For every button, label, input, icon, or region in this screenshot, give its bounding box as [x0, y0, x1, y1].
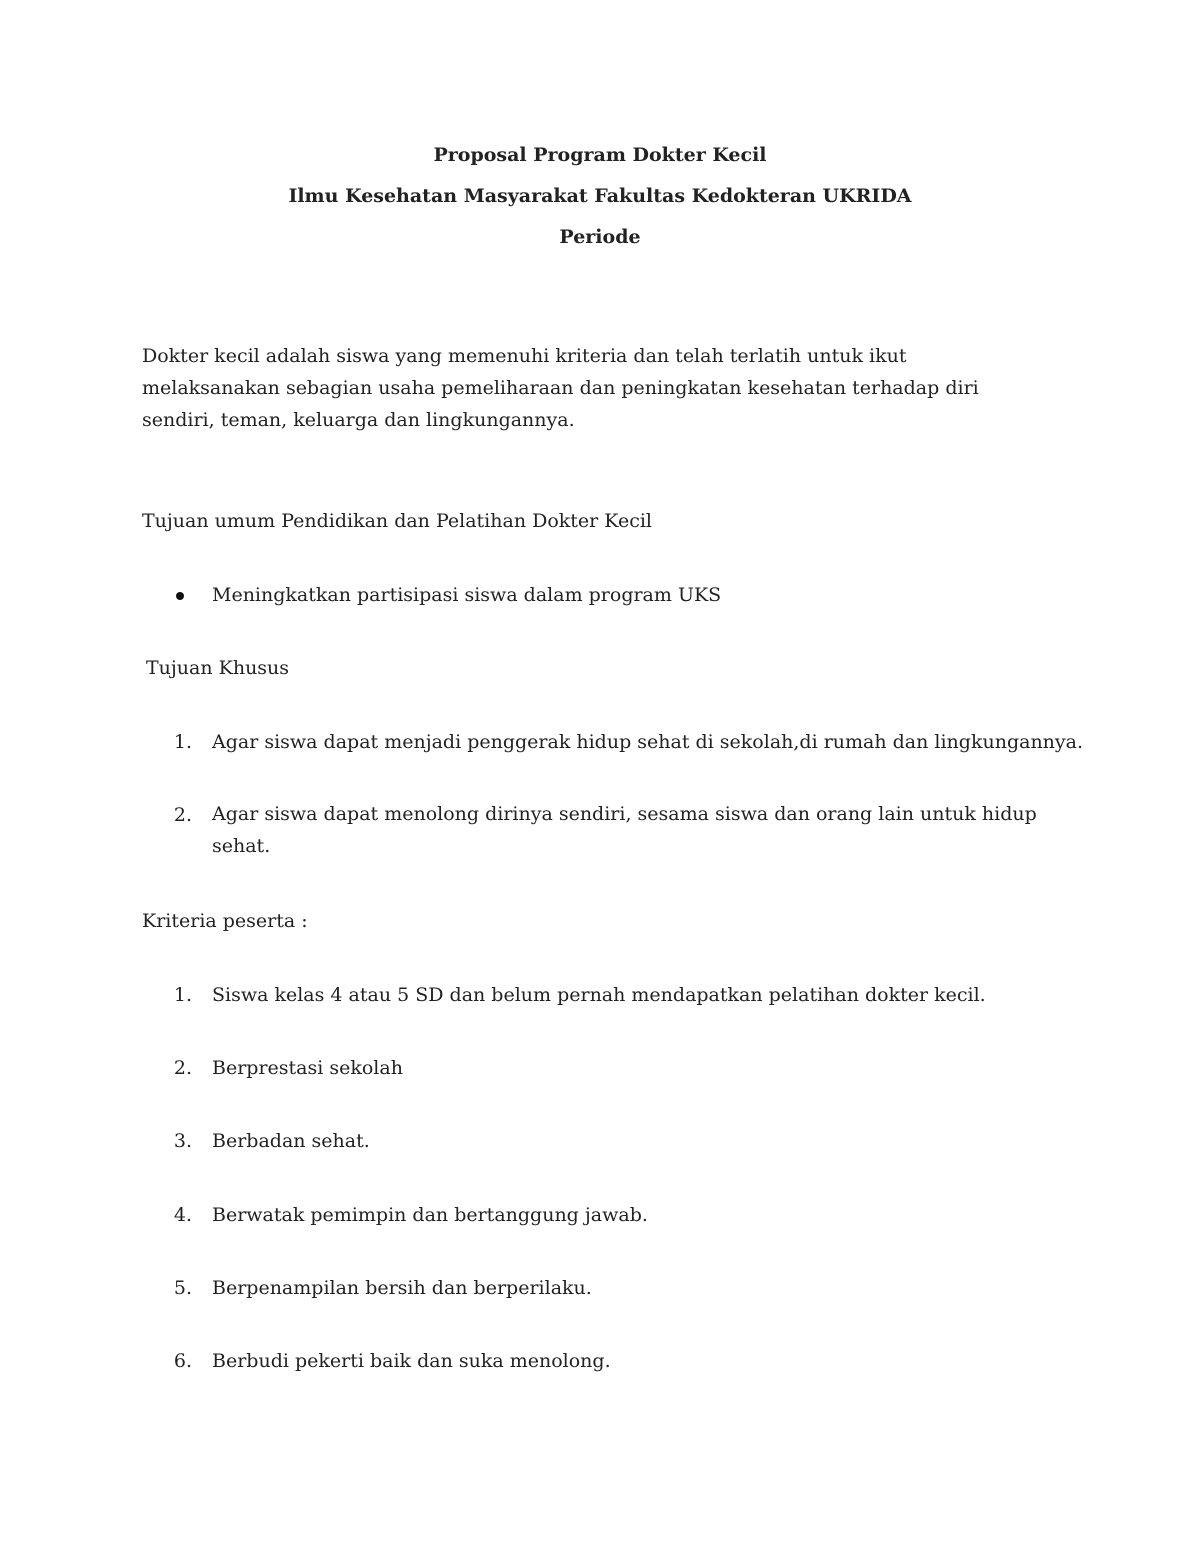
criteria-item: Berwatak pemimpin dan bertanggung jawab.: [212, 1204, 648, 1226]
criteria-heading: Kriteria peserta :: [142, 910, 308, 932]
specific-goal-item: Agar siswa dapat menolong dirinya sendiri, sesama siswa dan orang lain untuk hidup sehat.: [212, 803, 1037, 857]
criteria-number: 5.: [173, 1277, 192, 1299]
criteria-number: 1.: [173, 984, 192, 1006]
criteria-number: 3.: [173, 1130, 192, 1152]
specific-goal-item: Agar siswa dapat menjadi penggerak hidup sehat di sekolah,di rumah dan lingkungannya.: [212, 731, 1084, 753]
criteria-number: 6.: [173, 1350, 192, 1372]
criteria-number: 4.: [173, 1204, 192, 1226]
specific-goal-number: 2.: [173, 804, 192, 826]
document-period: Periode: [559, 226, 641, 248]
document-subtitle: Ilmu Kesehatan Masyarakat Fakultas Kedokteran UKRIDA: [288, 185, 912, 207]
criteria-number: 2.: [173, 1057, 192, 1079]
bullet-icon: [176, 592, 184, 600]
criteria-item: Berpenampilan bersih dan berperilaku.: [212, 1277, 592, 1299]
intro-paragraph: Dokter kecil adalah siswa yang memenuhi kriteria dan telah terlatih untuk ikut melaksanakan sebagian usaha pemeliharaan dan peningkatan kesehatan terhadap diri sendiri, teman, keluarga dan lingkungannya.: [142, 345, 979, 431]
specific-goal-number: 1.: [173, 731, 192, 753]
criteria-item: Berbadan sehat.: [212, 1130, 370, 1152]
specific-goal-heading: Tujuan Khusus: [146, 657, 290, 679]
general-goal-heading: Tujuan umum Pendidikan dan Pelatihan Dokter Kecil: [142, 510, 653, 532]
general-goal-item: Meningkatkan partisipasi siswa dalam program UKS: [212, 584, 722, 606]
document-title: Proposal Program Dokter Kecil: [433, 144, 767, 166]
criteria-item: Berprestasi sekolah: [212, 1057, 403, 1079]
criteria-item: Berbudi pekerti baik dan suka menolong.: [212, 1350, 611, 1372]
criteria-item: Siswa kelas 4 atau 5 SD dan belum pernah mendapatkan pelatihan dokter kecil.: [212, 984, 986, 1006]
